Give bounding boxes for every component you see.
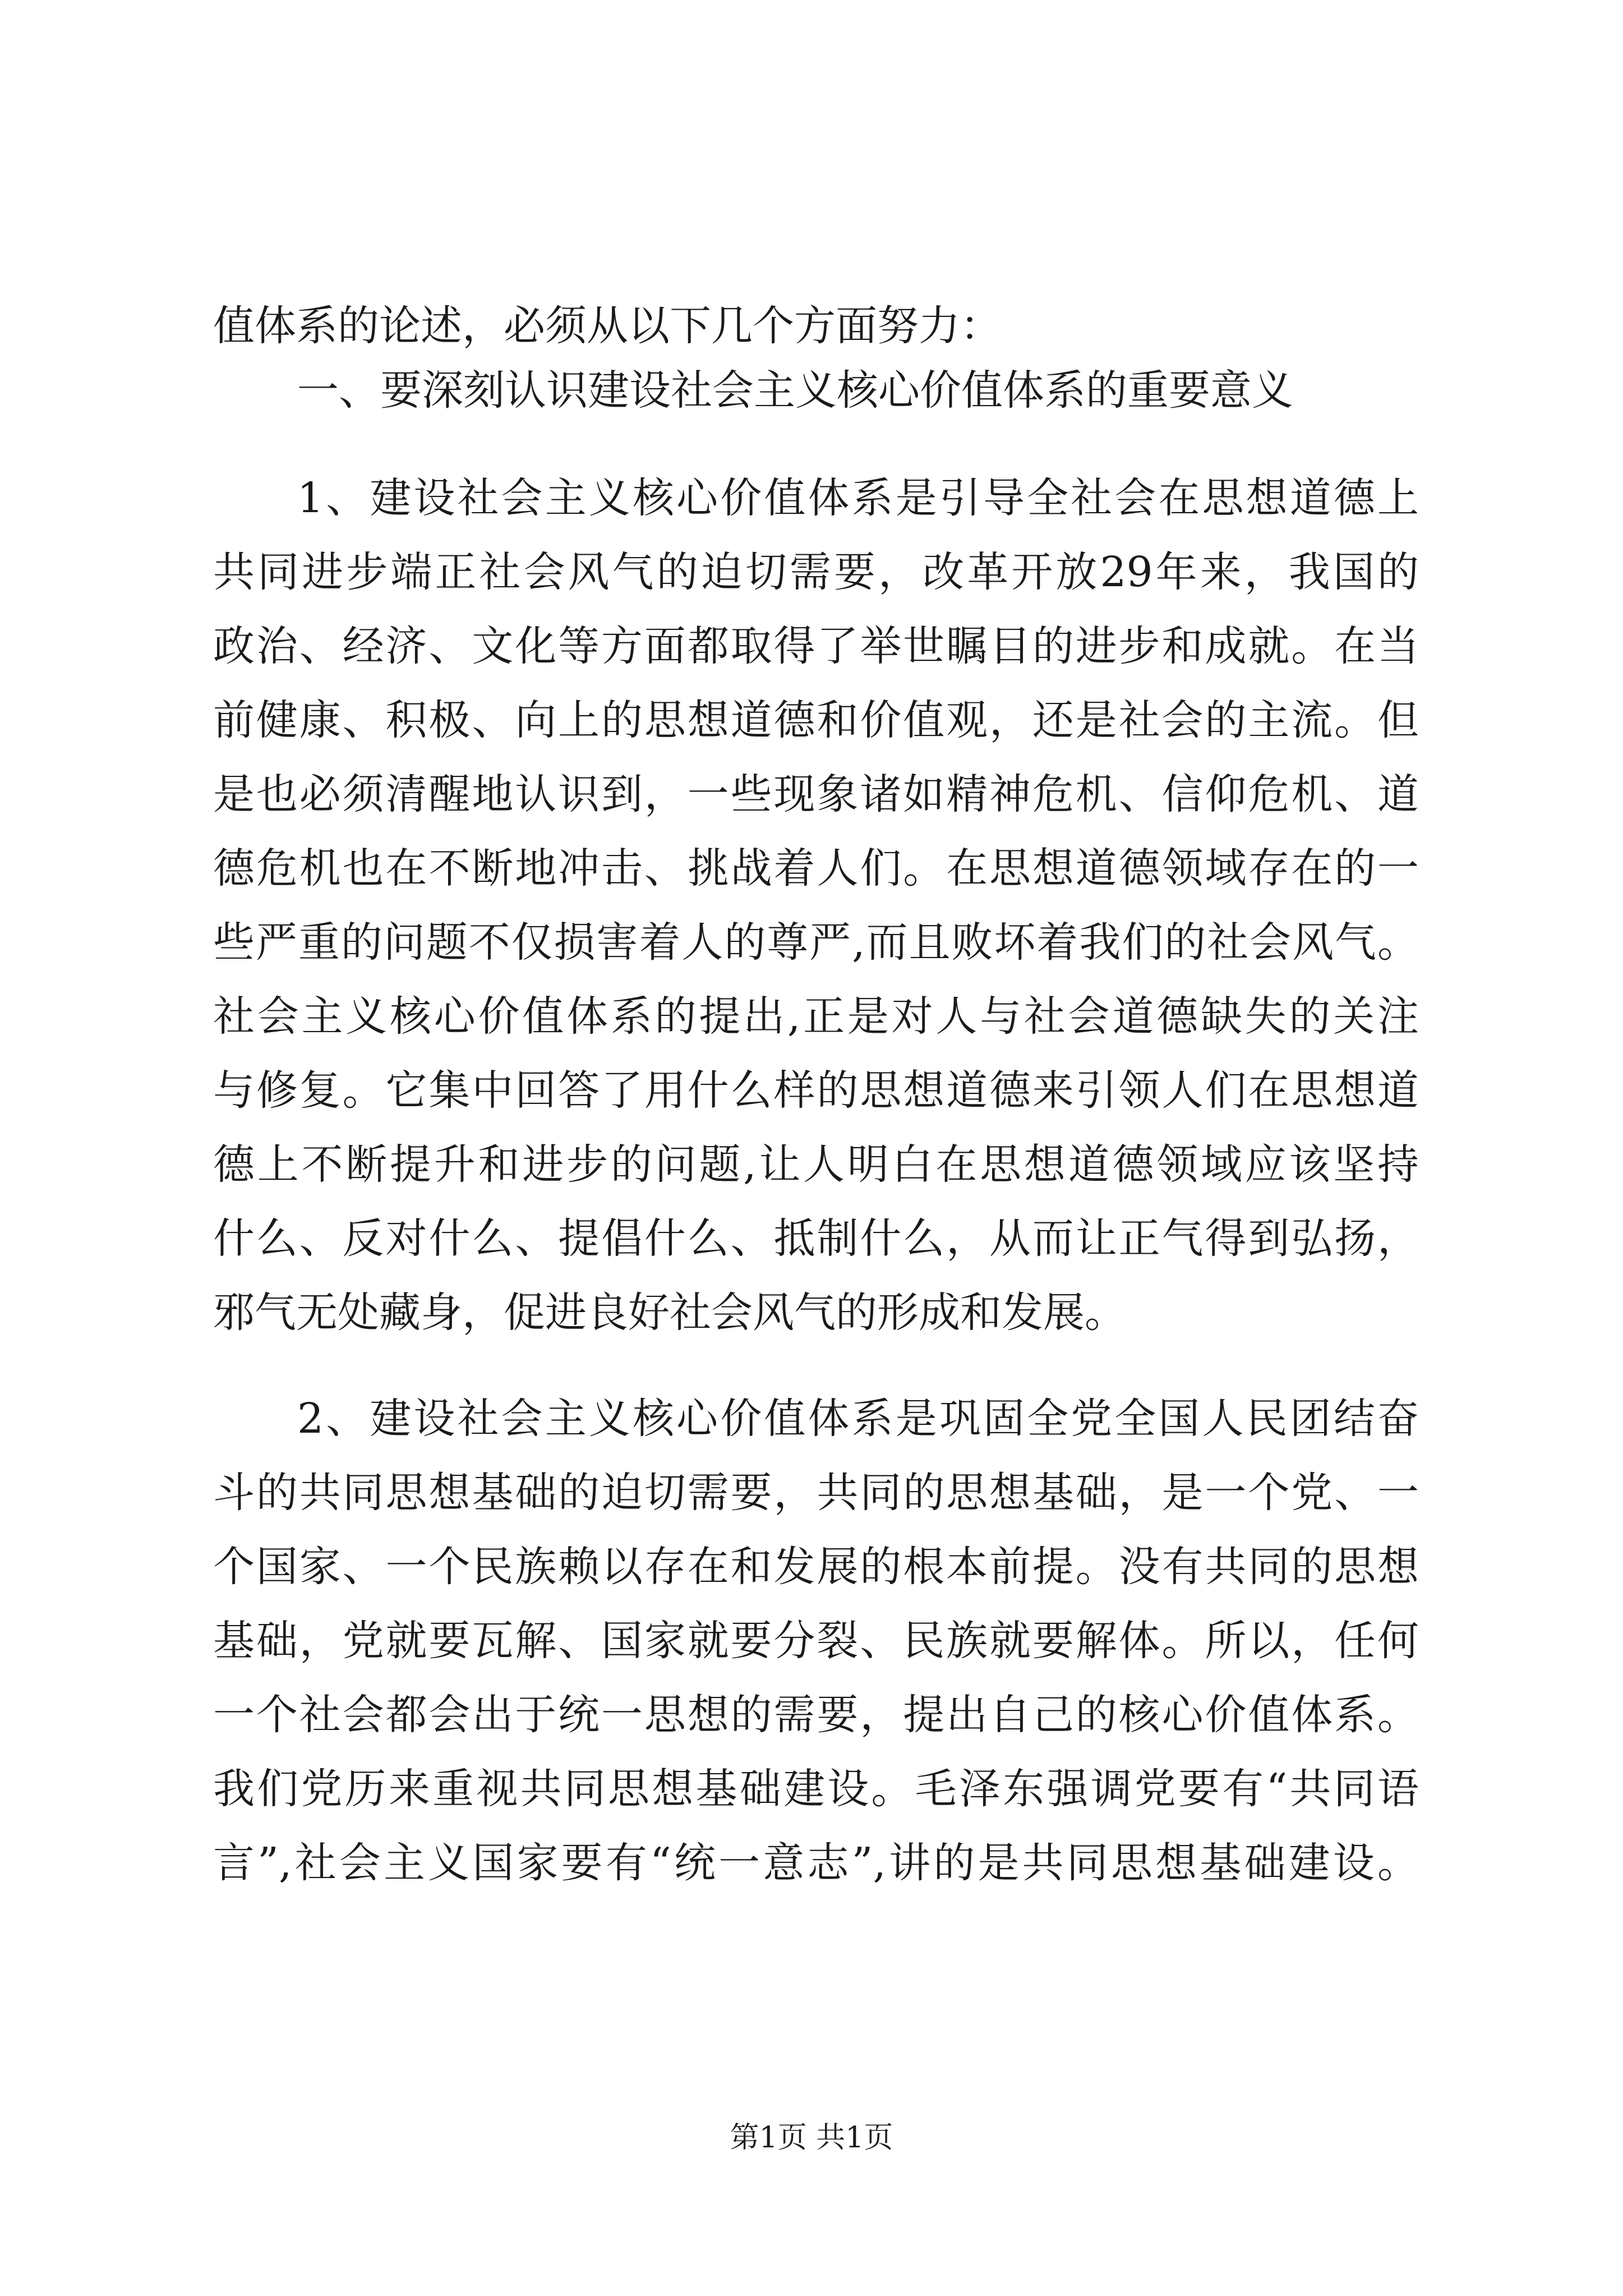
text-line: 1、建设社会主义核心价值体系是引导全社会在思想道德上 bbox=[297, 474, 1419, 522]
section-heading: 一、要深刻认识建设社会主义核心价值体系的重要意义 bbox=[297, 366, 1293, 415]
text-line: 我们党历来重视共同思想基础建设。毛泽东强调党要有“共同语 bbox=[213, 1765, 1419, 1813]
text-line: 前健康、积极、向上的思想道德和价值观，还是社会的主流。但 bbox=[213, 696, 1419, 744]
text-line: 是也必须清醒地认识到，一些现象诸如精神危机、信仰危机、道 bbox=[213, 770, 1419, 818]
text-line: 什么、反对什么、提倡什么、抵制什么，从而让正气得到弘扬， bbox=[213, 1214, 1419, 1263]
text-line: 政治、经济、文化等方面都取得了举世瞩目的进步和成就。在当 bbox=[213, 622, 1419, 670]
text-line: 个国家、一个民族赖以存在和发展的根本前提。没有共同的思想 bbox=[213, 1543, 1419, 1591]
text-line: 共同进步端正社会风气的迫切需要，改革开放29年来，我国的 bbox=[213, 548, 1419, 596]
text-line: 2、建设社会主义核心价值体系是巩固全党全国人民团结奋 bbox=[297, 1395, 1419, 1443]
text-line: 与修复。它集中回答了用什么样的思想道德来引领人们在思想道 bbox=[213, 1066, 1419, 1115]
text-line: 一个社会都会出于统一思想的需要，提出自己的核心价值体系。 bbox=[213, 1691, 1419, 1739]
text-line: 德危机也在不断地冲击、挑战着人们。在思想道德领域存在的一 bbox=[213, 844, 1419, 892]
text-line: 言”,社会主义国家要有“统一意志”,讲的是共同思想基础建设。 bbox=[213, 1839, 1419, 1887]
page-footer: 第1页 共1页 bbox=[730, 2121, 893, 2155]
text-line: 些严重的问题不仅损害着人的尊严,而且败坏着我们的社会风气。 bbox=[213, 918, 1419, 967]
text-line: 德上不断提升和进步的问题,让人明白在思想道德领域应该坚持 bbox=[213, 1140, 1419, 1189]
text-line: 值体系的论述，必须从以下几个方面努力： bbox=[213, 302, 1002, 350]
text-line: 斗的共同思想基础的迫切需要，共同的思想基础，是一个党、一 bbox=[213, 1469, 1419, 1517]
text-line: 社会主义核心价值体系的提出,正是对人与社会道德缺失的关注 bbox=[213, 992, 1419, 1041]
text-line: 基础，党就要瓦解、国家就要分裂、民族就要解体。所以，任何 bbox=[213, 1617, 1419, 1665]
text-line: 邪气无处藏身，促进良好社会风气的形成和发展。 bbox=[213, 1289, 1126, 1337]
